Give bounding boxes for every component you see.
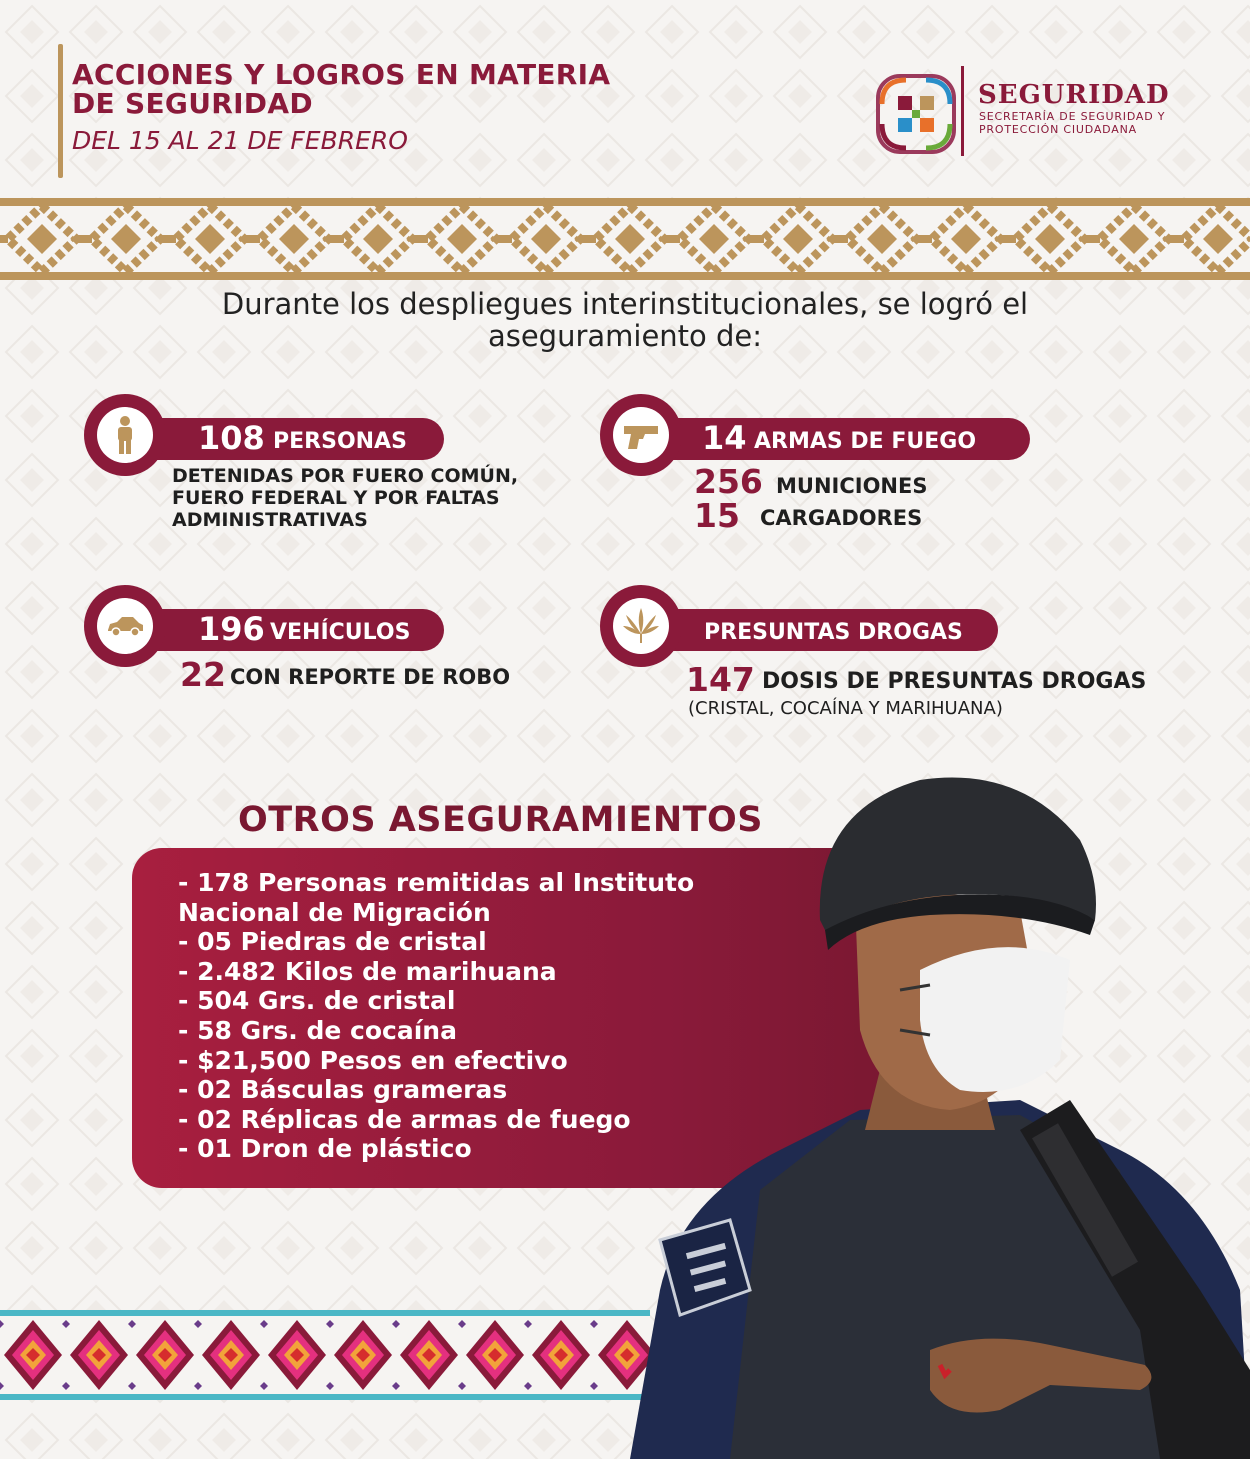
decorative-textile-band — [0, 1310, 650, 1400]
armas-number: 14 — [702, 419, 747, 457]
vehiculos-number: 196 — [198, 610, 265, 648]
dosis-label: DOSIS DE PRESUNTAS DROGAS — [762, 669, 1147, 694]
ssp-emblem-icon — [876, 74, 956, 154]
list-item: - 178 Personas remitidas al Instituto — [178, 868, 695, 897]
list-item: - 02 Réplicas de armas de fuego — [178, 1104, 631, 1134]
cannabis-leaf-icon — [621, 606, 661, 646]
robo-label: CON REPORTE DE ROBO — [230, 665, 511, 689]
list-item: - 01 Dron de plástico — [178, 1134, 472, 1164]
brand-subtitle — [979, 110, 1165, 136]
vehiculos-badge — [84, 585, 166, 667]
municiones-label: MUNICIONES — [776, 474, 928, 498]
list-item: - 58 Grs. de cocaína — [178, 1015, 457, 1045]
cargadores-number: 15 — [694, 496, 740, 535]
list-item: Nacional de Migración — [178, 897, 491, 927]
list-item: - 504 Grs. de cristal — [178, 986, 456, 1016]
personas-label: PERSONAS — [273, 429, 407, 454]
vehiculos-pill — [140, 609, 444, 651]
personas-number: 108 — [198, 419, 265, 457]
municiones-number: 256 — [694, 462, 763, 501]
vehiculos-label: VEHÍCULOS — [270, 620, 411, 645]
personas-pill — [140, 418, 444, 460]
brand-name: SEGURIDAD — [978, 80, 1170, 110]
page-title — [72, 60, 610, 118]
robo-number: 22 — [180, 655, 226, 694]
drogas-badge — [600, 585, 682, 667]
decorative-gold-band — [0, 198, 1250, 280]
list-item: - 05 Piedras de cristal — [178, 927, 487, 957]
cargadores-label: CARGADORES — [760, 506, 923, 530]
title-line-2: DE SEGURIDAD — [72, 87, 313, 120]
list-item: - 02 Básculas grameras — [178, 1075, 508, 1105]
title-accent-bar — [58, 44, 63, 178]
intro-line-1: Durante los despliegues interinstitucionales, se logró el — [221, 287, 1029, 321]
dosis-detail: (CRISTAL, COCAÍNA Y MARIHUANA) — [688, 698, 1003, 719]
intro-text — [125, 288, 1125, 352]
personas-badge — [84, 394, 166, 476]
list-item: - $21,500 Pesos en efectivo — [178, 1045, 568, 1075]
personas-desc-line-1: DETENIDAS POR FUERO COMÚN, — [172, 465, 519, 487]
personas-desc-line-2: FUERO FEDERAL Y POR FALTAS — [172, 487, 500, 509]
date-range: DEL 15 AL 21 DE FEBRERO — [72, 126, 408, 155]
armas-badge — [600, 394, 682, 476]
person-icon — [105, 415, 145, 455]
car-icon — [105, 606, 145, 646]
title-line-1: ACCIONES Y LOGROS EN MATERIA — [72, 58, 611, 91]
gun-icon — [621, 415, 661, 455]
list-item: - 2.482 Kilos de marihuana — [178, 956, 557, 986]
armas-label: ARMAS DE FUEGO — [754, 429, 977, 454]
intro-line-2: aseguramiento de: — [487, 319, 763, 353]
drogas-label: PRESUNTAS DROGAS — [704, 620, 963, 645]
drogas-pill — [656, 609, 998, 651]
brand-sub-line-2: PROTECCIÓN CIUDADANA — [979, 123, 1137, 136]
personas-desc-line-3: ADMINISTRATIVAS — [172, 509, 368, 531]
brand-sub-line-1: SECRETARÍA DE SEGURIDAD Y — [979, 110, 1166, 123]
dosis-number: 147 — [686, 660, 755, 699]
police-officer-illustration — [600, 770, 1250, 1459]
logo-divider — [961, 66, 964, 156]
armas-pill — [656, 418, 1030, 460]
personas-description — [172, 465, 518, 531]
otros-title: OTROS ASEGURAMIENTOS — [238, 800, 764, 840]
